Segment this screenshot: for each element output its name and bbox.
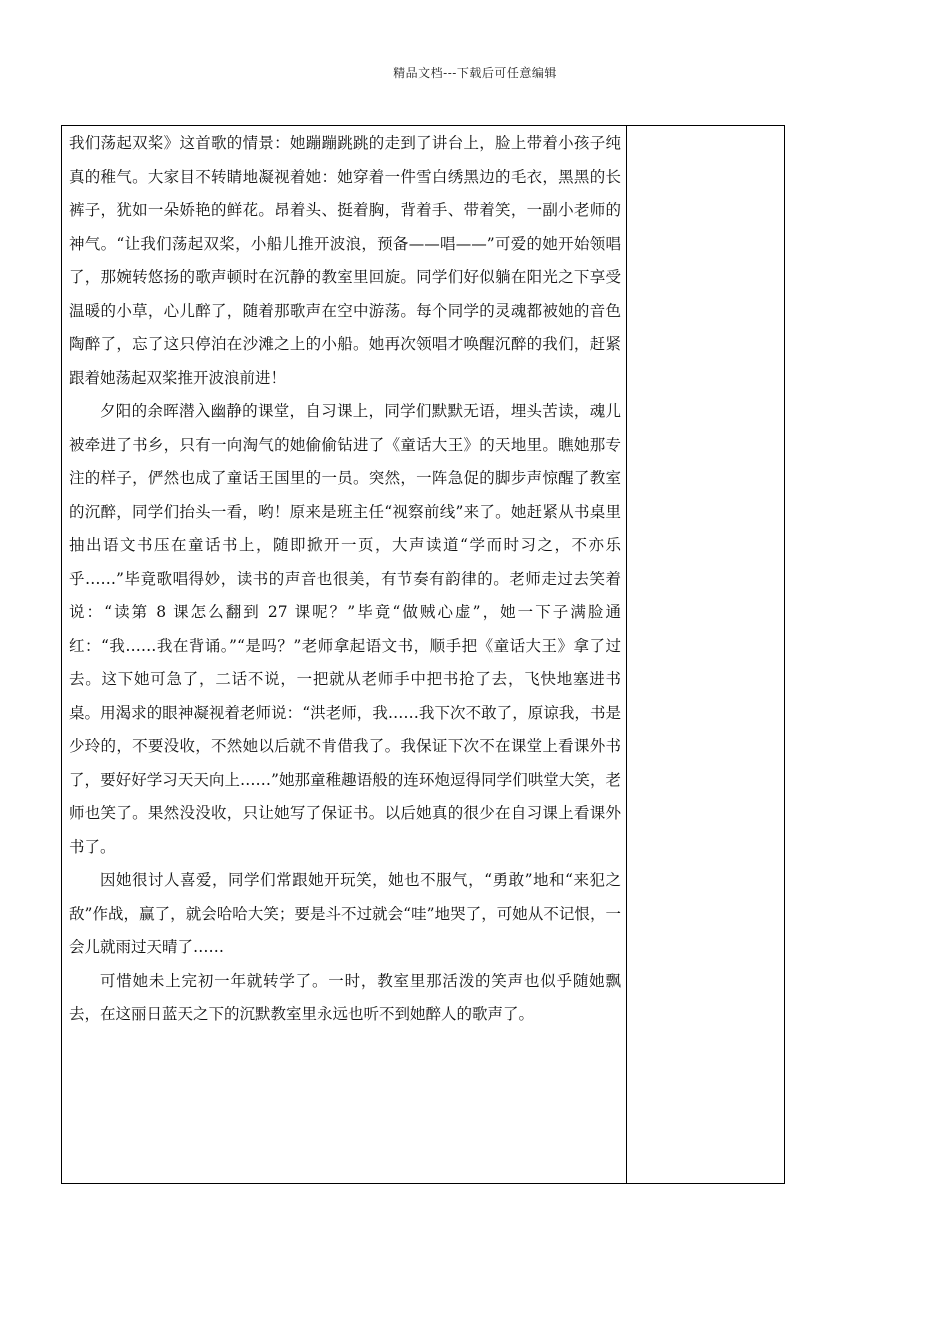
main-text-cell	[69, 126, 621, 1183]
content-table	[61, 125, 785, 1184]
notes-cell	[627, 126, 784, 1183]
paragraph-study-hall: 夕阳的余晖潜入幽静的课堂，自习课上，同学们默默无语，埋头苦读，魂儿被牵进了书乡，只有一向淘气的她偷偷钻进了《童话大王》的天地里。瞧她那专注的样子，俨然也成了童话王国里的一员。突然，一阵急促的脚步声惊醒了教室的沉醉，同学们抬头一看，哟！原来是班主任“视察前线”来了。她赶紧从书桌里抽出语文书压在童话书上，随即掀开一页，大声读道“学而时习之，不亦乐乎……”毕竟歌唱得妙，读书的声音也很美，有节奏有韵律的。老师走过去笑着说：“读第 8 课怎么翻到 27 课呢？”毕竟“做贼心虚”，她一下子满脸通红：“我……我在背诵。”“是吗？”老师拿起语文书，顺手把《童话大王》拿了过去。这下她可急了，二话不说，一把就从老师手中把书抢了去，飞快地塞进书桌。用渴求的眼神凝视着老师说：“洪老师，我……我下次不敢了，原谅我，书是少玲的，不要没收，不然她以后就不肯借我了。我保证下次不在课堂上看课外书了，要好好学习天天向上……”她那童稚趣语般的连环炮逗得同学们哄堂大笑，老师也笑了。果然没没收，只让她写了保证书。以后她真的很少在自习课上看课外书了。	[69, 402, 621, 856]
paragraph-transfer: 可惜她未上完初一年就转学了。一时，教室里那活泼的笑声也似乎随她飘去，在这丽日蓝天之下的沉默教室里永远也听不到她醉人的歌声了。	[69, 971, 621, 1023]
paragraph-playful: 因她很讨人喜爱，同学们常跟她开玩笑，她也不服气，“勇敢”地和“来犯之敌”作战，赢了，就会哈哈大笑；要是斗不过就会“哇”地哭了，可她从不记恨，一会儿就雨过天晴了……	[69, 871, 621, 956]
paragraph-singing: 我们荡起双桨》这首歌的情景：她蹦蹦跳跳的走到了讲台上，脸上带着小孩子纯真的稚气。大家目不转睛地凝视着她：她穿着一件雪白绣黑边的毛衣，黑黑的长裤子，犹如一朵娇艳的鲜花。昂着头、挺着胸，背着手、带着笑，一副小老师的神气。“让我们荡起双桨，小船儿推开波浪，预备——唱——”可爱的她开始领唱了，那婉转悠扬的歌声顿时在沉静的教室里回旋。同学们好似躺在阳光之下享受温暖的小草，心儿醉了，随着那歌声在空中游荡。每个同学的灵魂都被她的音色陶醉了，忘了这只停泊在沙滩之上的小船。她再次领唱才唤醒沉醉的我们，赶紧跟着她荡起双桨推开波浪前进！	[69, 134, 621, 387]
page-header: 精品文档---下载后可任意编辑	[393, 66, 557, 80]
